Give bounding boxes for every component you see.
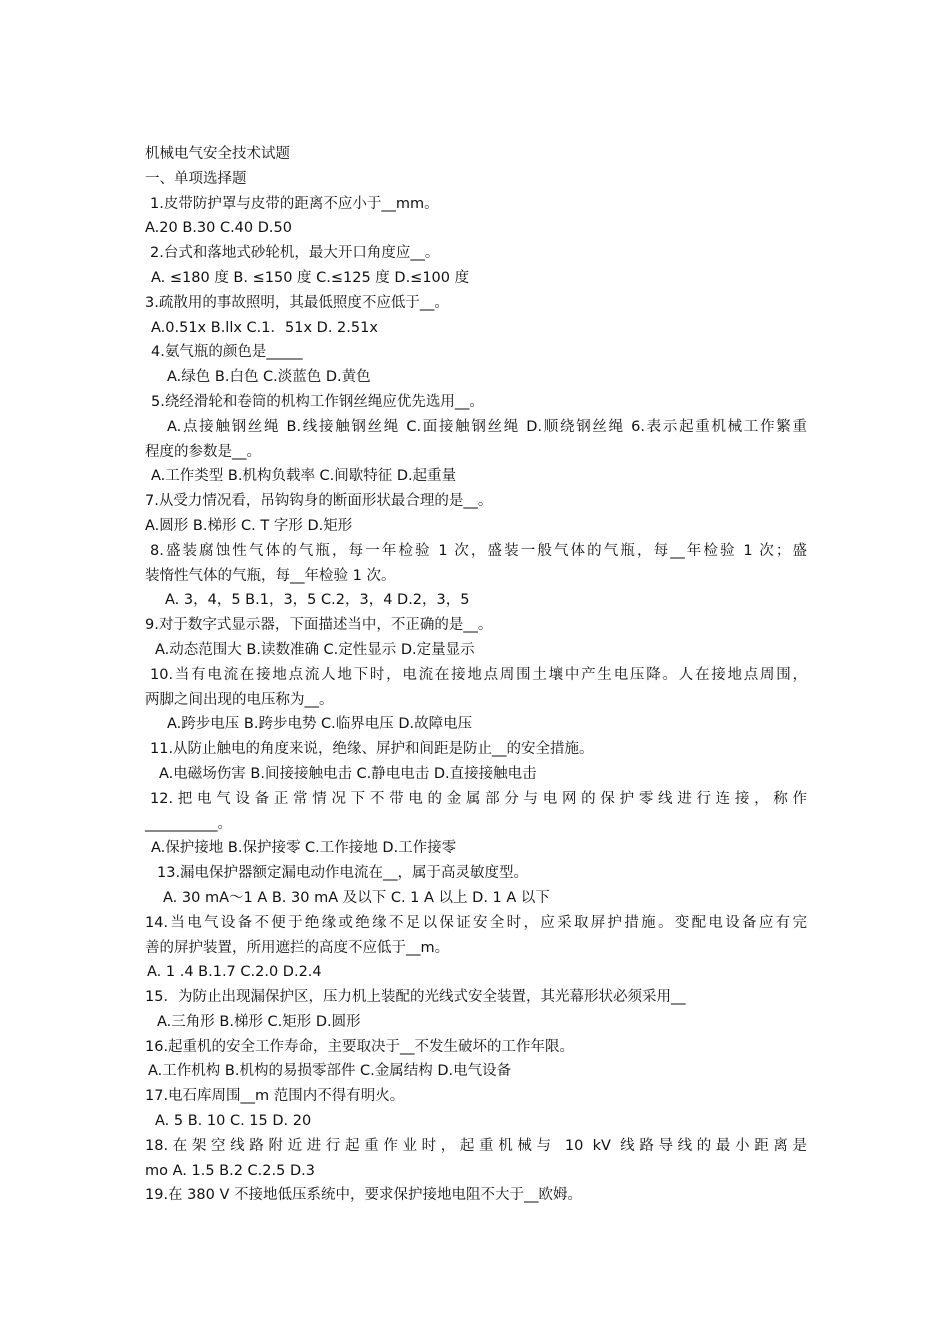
text-line: 13.漏电保护器额定漏电动作电流在__，属于高灵敏度型。 (157, 865, 529, 882)
text-line: A.圆形 B.梯形 C. T 字形 D.矩形 (145, 517, 353, 534)
text-line: 19.在 380 V 不接地低压系统中，要求保护接地电阻不大于__欧姆。 (145, 1187, 582, 1204)
text-line: 一、单项选择题 (145, 170, 247, 187)
text-line: 10.当有电流在接地点流人地下时，电流在接地点周围土壤中产生电压降。人在接地点周围， (150, 666, 807, 683)
text-line: 3.疏散用的事故照明，其最低照度不应低于__。 (145, 294, 449, 311)
text-line: 两脚之间出现的电压称为__。 (145, 691, 334, 708)
text-line: 程度的参数是__。 (145, 443, 261, 460)
text-line: A.点接触钢丝绳 B.线接触钢丝绳 C.面接触钢丝绳 D.顺绕钢丝绳 6.表示起重机械工作繁重 (167, 418, 807, 435)
text-line: A.电磁场伤害 B.间接接触电击 C.静电电击 D.直接接触电击 (159, 765, 537, 782)
text-line: 16.起重机的安全工作寿命，主要取决于__不发生破坏的工作年限。 (145, 1038, 575, 1055)
text-line: 5.绕经滑轮和卷筒的机构工作钢丝绳应优先选用__。 (151, 393, 484, 410)
text-line: 善的屏护装置，所用遮拦的高度不应低于__m。 (145, 939, 450, 956)
text-line: A. 3，4，5 B.1，3，5 C.2，3，4 D.2，3，5 (165, 592, 470, 609)
text-line: 9.对于数字式显示器，下面描述当中，不正确的是__。 (145, 617, 493, 634)
text-line: A.动态范围大 B.读数准确 C.定性显示 D.定量显示 (155, 641, 475, 658)
text-line: 4.氨气瓶的颜色是_____ (151, 344, 303, 361)
document-title: 机械电气安全技术试题 (145, 146, 290, 162)
text-line: A.跨步电压 B.跨步电势 C.临界电压 D.故障电压 (167, 716, 473, 733)
text-line: A. 5 B. 10 C. 15 D. 20 (155, 1113, 312, 1130)
text-line: A.工作类型 B.机构负载率 C.间歇特征 D.起重量 (151, 468, 457, 485)
text-line: A. 30 mA～1 A B. 30 mA 及以下 C. 1 A 以上 D. 1 A 以下 (163, 889, 550, 906)
text-line: A.20 B.30 C.40 D.50 (145, 220, 292, 237)
text-line: 17.电石库周围__m 范围内不得有明火。 (145, 1088, 405, 1105)
document-body (145, 142, 807, 1208)
text-line: A.工作机构 B.机构的易损零部件 C.金属结构 D.电气设备 (148, 1063, 512, 1080)
text-line: A.保护接地 B.保护接零 C.工作接地 D.工作接零 (151, 840, 457, 857)
text-line: 15．为防止出现漏保护区，压力机上装配的光线式安全装置，其光幕形状必须采用__ (145, 989, 686, 1006)
text-line: A.0.51x B.llx C.1．51x D. 2.51x (151, 319, 378, 336)
text-line: A.绿色 B.白色 C.淡蓝色 D.黄色 (167, 369, 371, 386)
text-line: mo A. 1.5 B.2 C.2.5 D.3 (145, 1162, 315, 1179)
text-line: 7.从受力情况看，吊钩钩身的断面形状最合理的是__。 (145, 493, 493, 510)
text-line: __________。 (145, 815, 232, 832)
text-line: A. 1 .4 B.1.7 C.2.0 D.2.4 (147, 964, 322, 981)
text-line: 8.盛装腐蚀性气体的气瓶，每一年检验 1 次，盛装一般气体的气瓶，每__年检验 1 次；盛 (150, 542, 807, 559)
text-line: 18.在架空线路附近进行起重作业时，起重机械与 10 kV 线路导线的最小距离是 (145, 1137, 807, 1154)
question-list (145, 167, 807, 1208)
text-line: 14.当电气设备不便于绝缘或绝缘不足以保证安全时，应采取屏护措施。变配电设备应有完 (145, 914, 807, 931)
text-line: A.三角形 B.梯形 C.矩形 D.圆形 (157, 1013, 361, 1030)
text-line: 12.把电气设备正常情况下不带电的金属部分与电网的保护零线进行连接，称作 (150, 790, 807, 807)
text-line: 2.台式和落地式砂轮机，最大开口角度应__。 (150, 245, 440, 262)
text-line: 1.皮带防护罩与皮带的距离不应小于__mm。 (150, 195, 439, 212)
text-line: 装惰性气体的气瓶，每__年检验 1 次。 (145, 567, 396, 584)
text-line: A. ≤180 度 B. ≤150 度 C.≤125 度 D.≤100 度 (151, 269, 470, 286)
text-line: 11.从防止触电的角度来说，绝缘、屏护和间距是防止__的安全措施。 (150, 741, 594, 758)
